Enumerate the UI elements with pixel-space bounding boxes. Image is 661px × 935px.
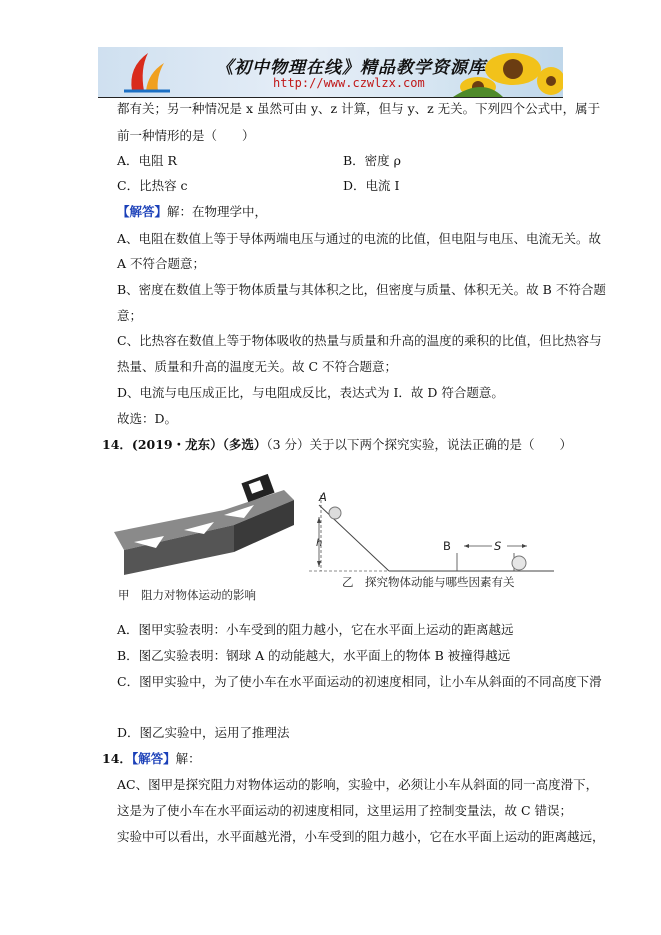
answer-line: A 不符合题意； (117, 256, 206, 271)
option-c: C．图甲实验中，为了使小车在水平面运动的初速度相同，让小车从斜面的不同高度下滑 (117, 674, 602, 689)
experiment-figure (104, 470, 557, 610)
caption-left: 甲 阻力对物体运动的影响 (118, 588, 256, 602)
answer-tag: 【解答】 (131, 751, 176, 766)
answer-line: 热量、质量和升高的温度无关。故 C 不符合题意； (117, 359, 398, 374)
site-logo (118, 47, 178, 97)
question-stem: （3 分）关于以下两个探究实验，说法正确的是（ ） (266, 437, 573, 452)
answer-line: C、比热容在数值上等于物体吸收的热量与质量和升高的温度的乘积的比值，但比热容与 (117, 333, 602, 348)
header-divider (98, 97, 563, 98)
answer-line: AC、图甲是探究阻力对物体运动的影响，实验中，必须让小车从斜面的同一高度滑下， (117, 777, 599, 792)
caption-right: 乙 探究物体动能与哪些因素有关 (342, 575, 515, 589)
answer-choice: 故选：D。 (117, 411, 178, 426)
answer-line: 意； (117, 308, 143, 323)
question-text-line: 都有关；另一种情况是 x 虽然可由 y、z 计算，但与 y、z 无关。下列四个公式中，属于 (117, 101, 601, 116)
label-b: B (443, 539, 451, 553)
question-text-line: 前一种情形的是（ ） (117, 128, 255, 143)
question-number: 14． (102, 437, 132, 452)
option-a: A．图甲实验表明：小车受到的阻力越小，它在水平面上运动的距离越远 (117, 622, 514, 637)
ball-a (329, 507, 341, 519)
incline-cart-image (104, 470, 304, 575)
banner-url[interactable]: http://www.czwlzx.com (273, 76, 425, 90)
option-d: D．图乙实验中，运用了推理法 (117, 725, 290, 740)
answer-header (117, 204, 267, 220)
option-a: A．电阻 R (117, 153, 177, 168)
answer-number: 14． (102, 751, 132, 766)
answer-header (102, 751, 201, 767)
option-b: B．密度 ρ (343, 153, 402, 168)
label-a: A (319, 490, 327, 504)
label-s: S (494, 539, 502, 553)
answer-tag: 【解答】 (117, 204, 168, 219)
answer-line: D、电流与电压成正比，与电阻成反比，表达式为 I．故 D 符合题意。 (117, 385, 504, 400)
option-b: B．图乙实验表明：钢球 A 的动能越大，水平面上的物体 B 被撞得越远 (117, 648, 511, 663)
answer-line: A、电阻在数值上等于导体两端电压与通过的电流的比值，但电阻与电压、电流无关。故 (117, 231, 602, 246)
object-b (512, 556, 526, 570)
banner-title: 《初中物理在线》精品教学资源库 (216, 58, 486, 78)
question-source: (2019・龙东）（多选） (131, 437, 267, 452)
question-14 (102, 437, 572, 453)
answer-line: 这是为了使小车在水平面运动的初速度相同，这里运用了控制变量法，故 C 错误； (117, 803, 573, 818)
answer-intro: 解：在物理学中， (167, 204, 268, 219)
answer-line: B、密度在数值上等于物体质量与其体积之比，但密度与质量、体积无关。故 B 不符合题 (117, 282, 606, 297)
answer-line: 实验中可以看出，水平面越光滑，小车受到的阻力越小，它在水平面上运动的距离越远， (117, 829, 605, 844)
label-h: h (316, 538, 323, 549)
option-d: D．电流 I (343, 178, 400, 193)
header-banner (98, 47, 563, 97)
answer-intro: 解： (175, 751, 201, 766)
option-c: C．比热容 c (117, 178, 188, 193)
